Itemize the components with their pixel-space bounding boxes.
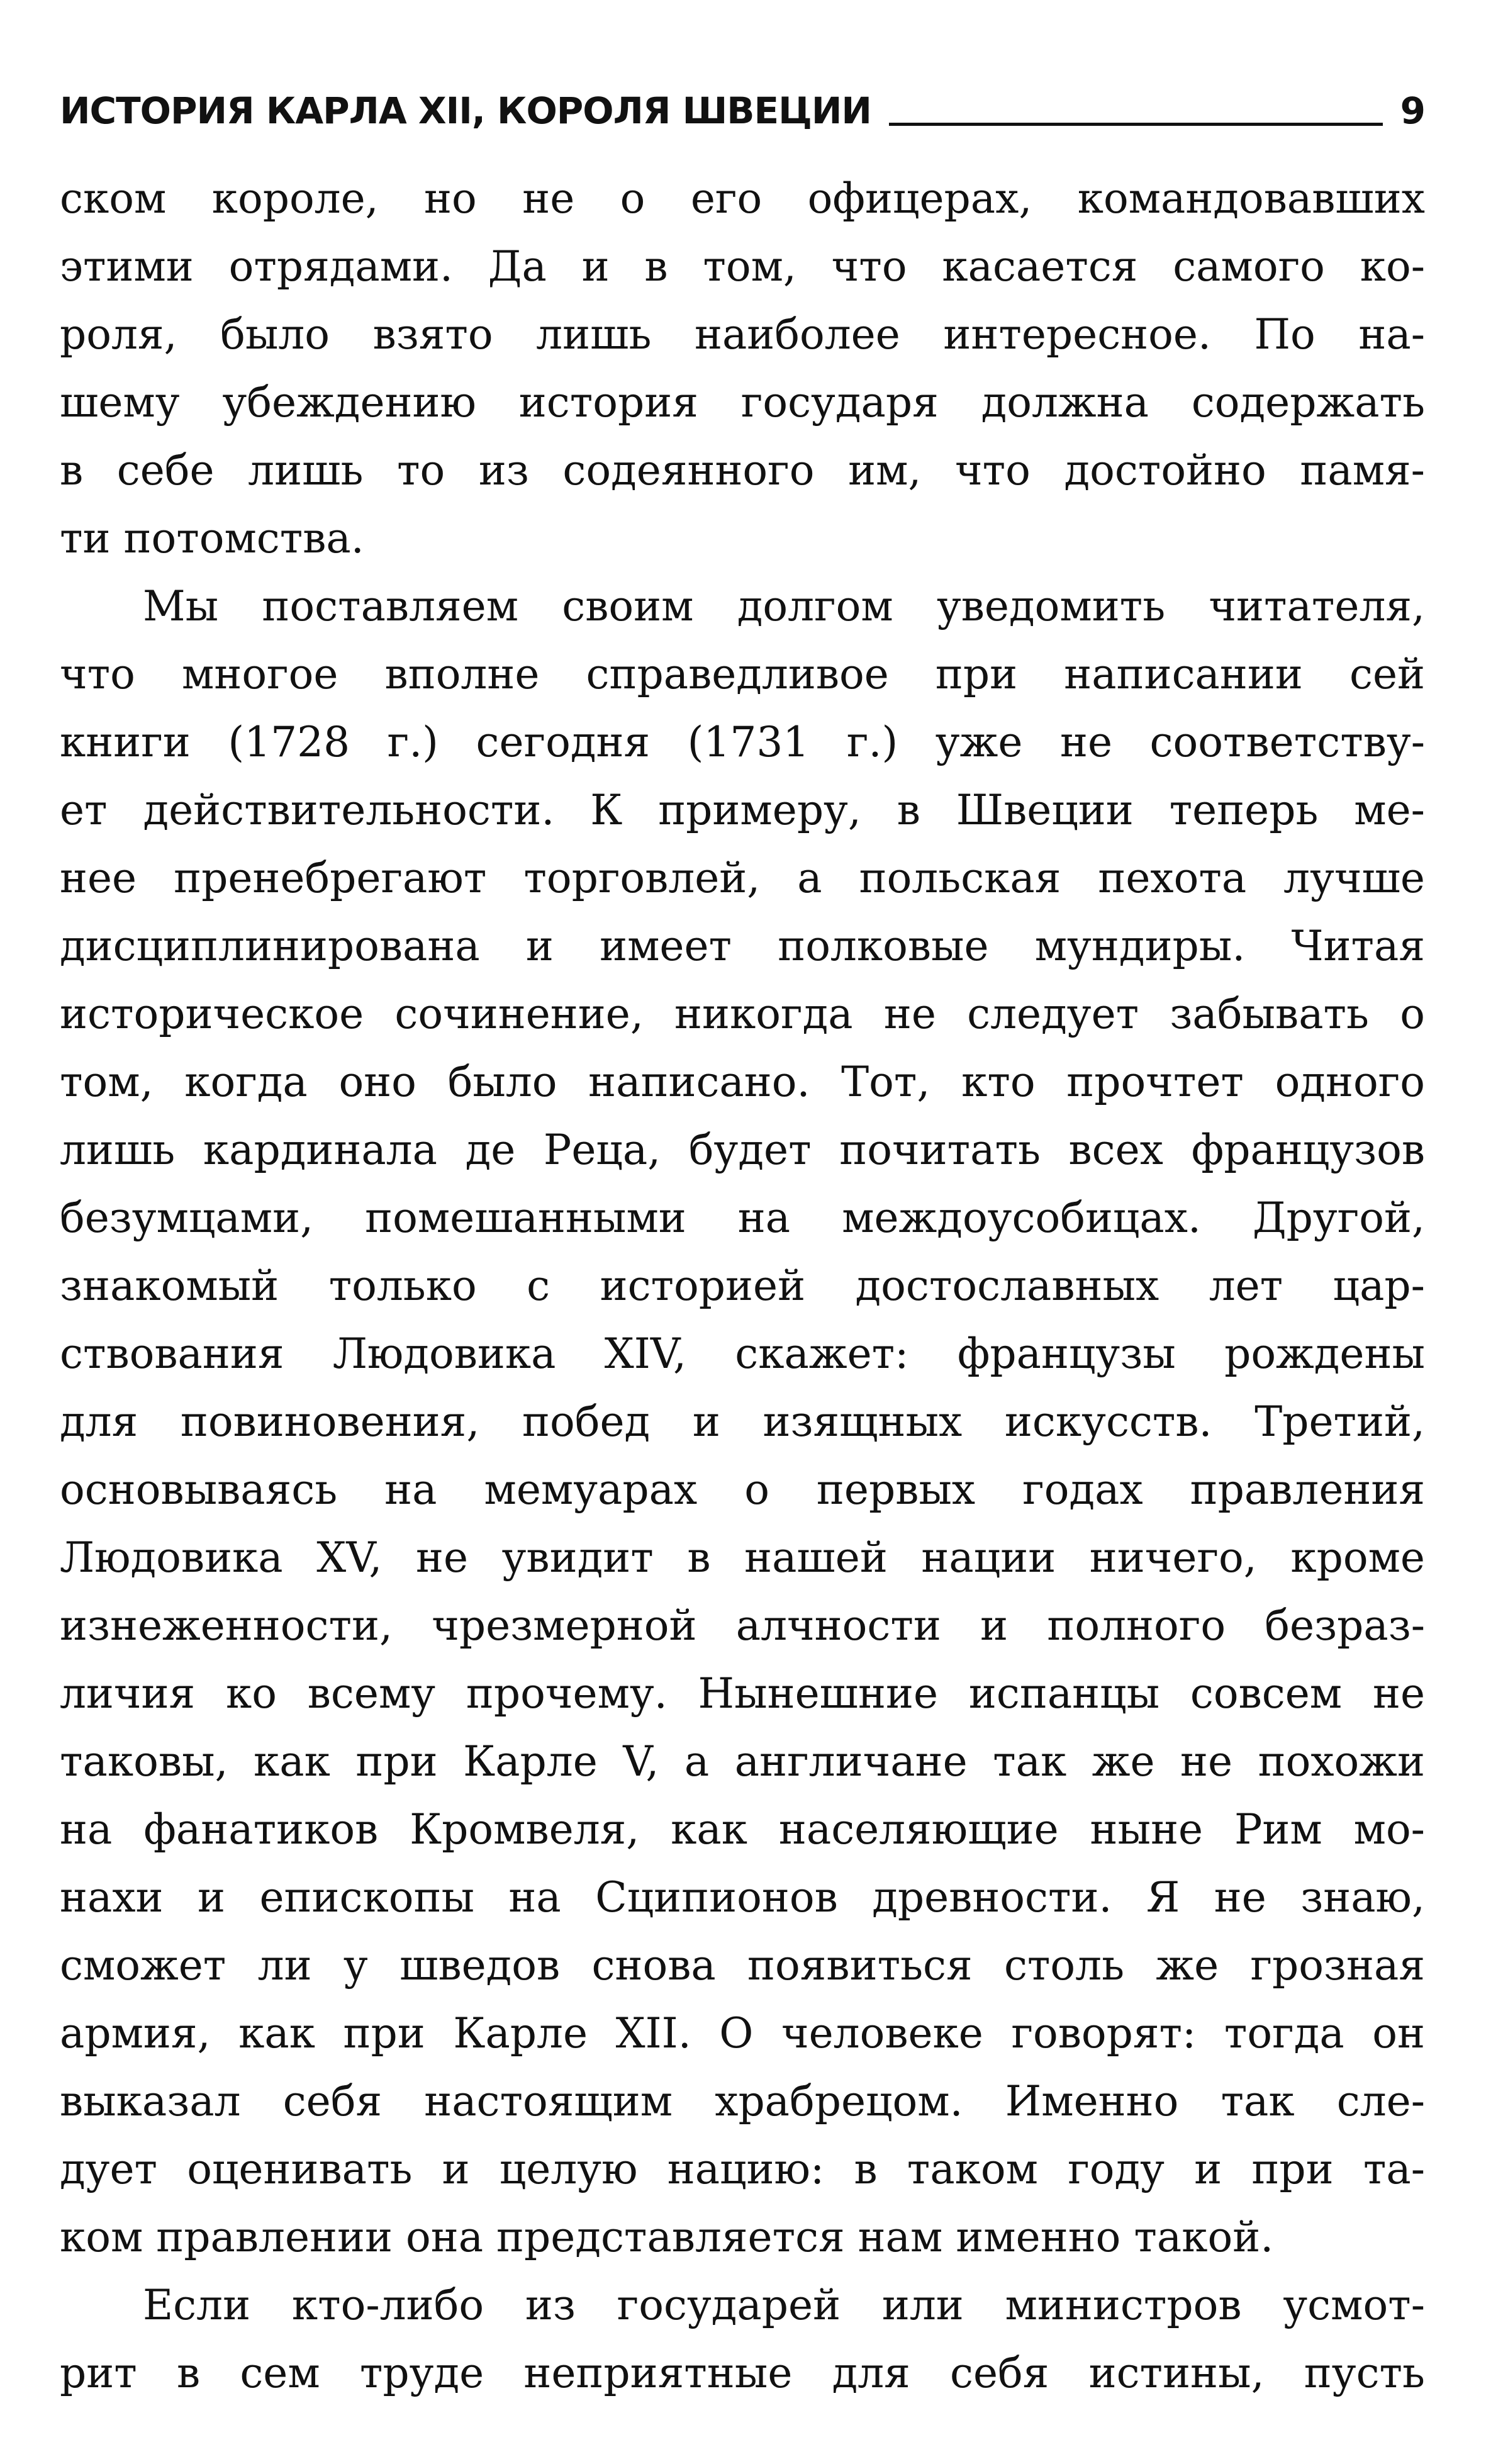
- text-line: для повиновения, побед и изящных искусств. Третий,: [60, 1397, 1425, 1446]
- text-line: таковы, как при Карле V, а англичане так же не похожи: [60, 1737, 1425, 1786]
- text-line: Если кто-либо из государей или министров усмот-: [143, 2281, 1425, 2329]
- text-line: Людовика XV, не увидит в нашей нации ничего, кроме: [60, 1533, 1425, 1582]
- text-line: историческое сочинение, никогда не следует забывать о: [60, 990, 1425, 1038]
- paragraph: [60, 2271, 1425, 2407]
- text-line: рит в сем труде неприятные для себя истины, пусть: [60, 2349, 1425, 2397]
- text-line: безумцами, помешанными на междоусобицах. Другой,: [60, 1194, 1425, 1242]
- text-line: ствования Людовика XIV, скажет: французы рождены: [60, 1330, 1425, 1378]
- text-line: нахи и епископы на Сципионов древности. Я не знаю,: [60, 1873, 1425, 1922]
- text-line: личия ко всему прочему. Нынешние испанцы совсем не: [60, 1669, 1425, 1718]
- text-line: ком правлении она представляется нам именно такой.: [60, 2213, 1274, 2261]
- book-page: [60, 82, 1425, 2407]
- text-line: сможет ли у шведов снова появиться столь же грозная: [60, 1941, 1425, 1990]
- text-line: дует оценивать и целую нацию: в таком году и при та-: [60, 2145, 1425, 2193]
- page-number: 9: [1400, 89, 1425, 132]
- text-line: Мы поставляем своим долгом уведомить читателя,: [143, 582, 1425, 630]
- running-head: [60, 82, 1425, 132]
- text-line: этими отрядами. Да и в том, что касается самого ко-: [60, 242, 1425, 291]
- text-line: основываясь на мемуарах о первых годах правления: [60, 1465, 1425, 1514]
- text-line: том, когда оно было написано. Тот, кто прочтет одного: [60, 1058, 1425, 1106]
- text-line: в себе лишь то из содеянного им, что достойно памя-: [60, 446, 1425, 495]
- text-line: нее пренебрегают торговлей, а польская пехота лучше: [60, 854, 1425, 902]
- text-line: ти потомства.: [60, 514, 364, 563]
- text-line: ет действительности. К примеру, в Швеции теперь ме-: [60, 786, 1425, 834]
- paragraph: [60, 573, 1425, 2271]
- running-head-title: ИСТОРИЯ КАРЛА XII, КОРОЛЯ ШВЕЦИИ: [60, 89, 871, 132]
- body-text: [60, 165, 1425, 2407]
- text-line: шему убеждению история государя должна содержать: [60, 378, 1425, 427]
- text-line: что многое вполне справедливое при написании сей: [60, 650, 1425, 698]
- text-line: знакомый только с историей достославных лет цар-: [60, 1262, 1425, 1310]
- text-line: дисциплинирована и имеет полковые мундиры. Читая: [60, 922, 1425, 970]
- text-line: на фанатиков Кромвеля, как населяющие ныне Рим мо-: [60, 1805, 1425, 1854]
- paragraph: [60, 165, 1425, 573]
- text-line: лишь кардинала де Реца, будет почитать всех французов: [60, 1126, 1425, 1174]
- text-line: роля, было взято лишь наиболее интересное. По на-: [60, 310, 1425, 359]
- text-line: ском короле, но не о его офицерах, командовавших: [60, 174, 1425, 223]
- text-line: армия, как при Карле XII. О человеке говорят: тогда он: [60, 2009, 1425, 2058]
- running-head-rule: [889, 123, 1383, 126]
- text-line: книги (1728 г.) сегодня (1731 г.) уже не соответству-: [60, 718, 1425, 766]
- text-line: выказал себя настоящим храбрецом. Именно так сле-: [60, 2077, 1425, 2125]
- text-line: изнеженности, чрезмерной алчности и полного безраз-: [60, 1601, 1425, 1650]
